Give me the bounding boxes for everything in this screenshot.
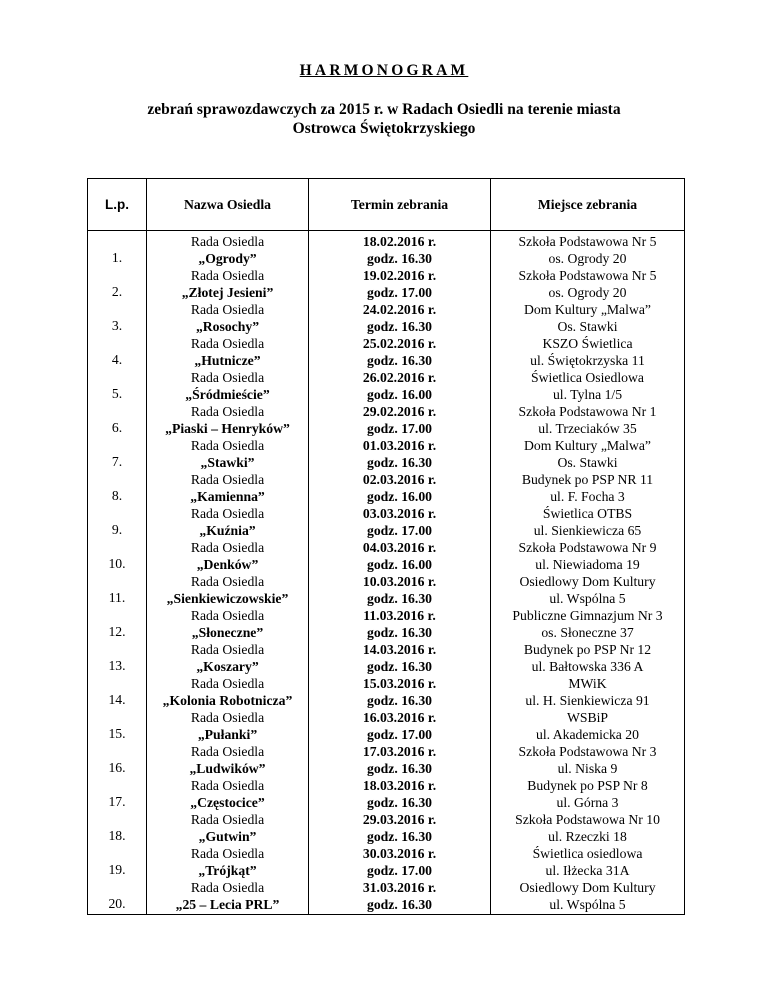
meeting-date-cell <box>309 472 491 506</box>
row-number: 7. <box>111 453 123 469</box>
meeting-date: 29.02.2016 r. <box>362 404 437 419</box>
table-row <box>88 231 685 269</box>
table-row <box>88 676 685 710</box>
meeting-place-cell <box>491 642 685 676</box>
row-number-cell <box>88 302 147 336</box>
estate-name: „Koszary” <box>196 658 259 674</box>
meeting-time: godz. 16.30 <box>366 590 432 606</box>
meeting-date-cell <box>309 268 491 302</box>
meeting-date: 18.02.2016 r. <box>362 234 437 249</box>
meeting-venue: Szkoła Podstawowa Nr 5 <box>518 268 657 283</box>
meeting-date: 15.03.2016 r. <box>362 676 437 691</box>
meeting-venue: Budynek po PSP NR 11 <box>521 472 654 487</box>
row-number: 15. <box>108 725 126 741</box>
table-row <box>88 336 685 370</box>
estate-name: „Śródmieście” <box>185 386 270 402</box>
row-number-cell <box>88 676 147 710</box>
meeting-place-cell <box>491 540 685 574</box>
estate-name-cell <box>147 744 309 778</box>
meeting-place-cell <box>491 404 685 438</box>
estate-name: „Kamienna” <box>190 488 265 504</box>
estate-name-cell <box>147 336 309 370</box>
meeting-address: ul. Niska 9 <box>557 760 618 776</box>
council-label: Rada Osiedla <box>190 302 265 317</box>
estate-name-cell <box>147 231 309 269</box>
meeting-venue: Szkoła Podstawowa Nr 5 <box>518 234 657 249</box>
row-number: 8. <box>111 487 123 503</box>
estate-name: „Złotej Jesieni” <box>181 284 274 300</box>
meeting-address: ul. Trzeciaków 35 <box>538 420 637 436</box>
meeting-venue: Szkoła Podstawowa Nr 1 <box>518 404 657 419</box>
row-number-cell <box>88 778 147 812</box>
meeting-date: 01.03.2016 r. <box>362 438 437 453</box>
row-number-cell <box>88 880 147 915</box>
estate-name-cell <box>147 574 309 608</box>
meeting-date-cell <box>309 540 491 574</box>
meeting-date-cell <box>309 710 491 744</box>
meeting-address: ul. Tylna 1/5 <box>552 386 623 402</box>
estate-name: „Słoneczne” <box>191 624 264 640</box>
table-row <box>88 846 685 880</box>
meeting-place-cell <box>491 812 685 846</box>
table-row <box>88 404 685 438</box>
meeting-venue: Publiczne Gimnazjum Nr 3 <box>512 608 663 623</box>
meeting-address: ul. Iłżecka 31A <box>545 862 630 878</box>
meeting-date-cell <box>309 231 491 269</box>
estate-name-cell <box>147 370 309 404</box>
meeting-place-cell <box>491 370 685 404</box>
row-number-cell <box>88 370 147 404</box>
row-number: 12. <box>108 623 126 639</box>
meeting-place-cell <box>491 574 685 608</box>
meeting-time: godz. 16.30 <box>366 794 432 810</box>
estate-name-cell <box>147 472 309 506</box>
row-number-cell <box>88 506 147 540</box>
estate-name-cell <box>147 676 309 710</box>
row-number-cell <box>88 231 147 269</box>
meeting-time: godz. 16.30 <box>366 896 432 912</box>
estate-name-cell <box>147 608 309 642</box>
meeting-date: 04.03.2016 r. <box>362 540 437 555</box>
meeting-address: os. Ogrody 20 <box>548 250 627 266</box>
meeting-venue: Dom Kultury „Malwa” <box>524 438 651 453</box>
council-label: Rada Osiedla <box>190 540 265 555</box>
council-label: Rada Osiedla <box>190 676 265 691</box>
row-number-cell <box>88 438 147 472</box>
estate-name-cell <box>147 302 309 336</box>
meeting-time: godz. 16.30 <box>366 318 432 334</box>
estate-name: „Pułanki” <box>197 726 258 742</box>
council-label: Rada Osiedla <box>190 506 265 521</box>
row-number-cell <box>88 812 147 846</box>
council-label: Rada Osiedla <box>190 880 265 895</box>
meeting-date: 30.03.2016 r. <box>362 846 437 861</box>
meeting-time: godz. 17.00 <box>366 726 432 742</box>
document-subtitle <box>0 100 768 138</box>
estate-name: „Sienkiewiczowskie” <box>166 590 289 606</box>
estate-name-cell <box>147 710 309 744</box>
estate-name: „Trójkąt” <box>198 862 257 878</box>
schedule-rows <box>88 231 685 915</box>
meeting-date-cell <box>309 642 491 676</box>
meeting-address: os. Słoneczne 37 <box>541 624 634 640</box>
meeting-venue: Szkoła Podstawowa Nr 10 <box>515 812 660 827</box>
meeting-venue: MWiK <box>568 676 607 691</box>
estate-name-cell <box>147 268 309 302</box>
table-row <box>88 506 685 540</box>
table-row <box>88 778 685 812</box>
estate-name: „Gutwin” <box>198 828 257 844</box>
council-label: Rada Osiedla <box>190 710 265 725</box>
meeting-address: os. Ogrody 20 <box>548 284 627 300</box>
table-row <box>88 812 685 846</box>
row-number-cell <box>88 540 147 574</box>
meeting-venue: WSBiP <box>566 710 609 725</box>
meeting-date: 25.02.2016 r. <box>362 336 437 351</box>
meeting-time: godz. 16.30 <box>366 692 432 708</box>
meeting-address: ul. Bałtowska 336 A <box>531 658 644 674</box>
meeting-place-cell <box>491 472 685 506</box>
header-lp: L.p. <box>88 179 147 231</box>
row-number: 14. <box>108 691 126 707</box>
meeting-place-cell <box>491 231 685 269</box>
meeting-address: ul. Akademicka 20 <box>535 726 639 742</box>
meeting-address: ul. Rzeczki 18 <box>548 828 627 844</box>
meeting-date: 11.03.2016 r. <box>363 608 436 623</box>
estate-name-cell <box>147 846 309 880</box>
council-label: Rada Osiedla <box>190 778 265 793</box>
estate-name: „Denków” <box>196 556 259 572</box>
table-row <box>88 574 685 608</box>
row-number-cell <box>88 404 147 438</box>
estate-name-cell <box>147 880 309 915</box>
meeting-time: godz. 16.30 <box>366 250 432 266</box>
council-label: Rada Osiedla <box>190 472 265 487</box>
table-row <box>88 302 685 336</box>
meeting-time: godz. 17.00 <box>366 862 432 878</box>
meeting-address: Os. Stawki <box>557 318 618 334</box>
meeting-venue: Świetlica Osiedlowa <box>531 370 644 385</box>
meeting-place-cell <box>491 268 685 302</box>
row-number: 10. <box>108 555 126 571</box>
estate-name: „25 – Lecia PRL” <box>175 896 280 912</box>
estate-name-cell <box>147 778 309 812</box>
meeting-address: ul. Sienkiewicza 65 <box>533 522 642 538</box>
row-number: 3. <box>111 317 123 333</box>
meeting-venue: Świetlica osiedlowa <box>532 846 643 861</box>
estate-name: „Stawki” <box>200 454 255 470</box>
meeting-time: godz. 16.00 <box>366 556 432 572</box>
meeting-date-cell <box>309 744 491 778</box>
meeting-time: godz. 17.00 <box>366 420 432 436</box>
estate-name-cell <box>147 438 309 472</box>
meeting-time: godz. 16.30 <box>366 828 432 844</box>
meeting-venue: Budynek po PSP Nr 8 <box>527 778 648 793</box>
meeting-time: godz. 16.30 <box>366 454 432 470</box>
row-number-cell <box>88 472 147 506</box>
estate-name-cell <box>147 506 309 540</box>
estate-name-cell <box>147 642 309 676</box>
council-label: Rada Osiedla <box>190 574 265 589</box>
meeting-date: 16.03.2016 r. <box>362 710 437 725</box>
meeting-address: ul. H. Sienkiewicza 91 <box>525 692 650 708</box>
row-number: 4. <box>111 351 123 367</box>
row-number-cell <box>88 642 147 676</box>
meeting-address: ul. Niewiadoma 19 <box>535 556 640 572</box>
estate-name: „Kolonia Robotnicza” <box>162 692 293 708</box>
row-number: 20. <box>108 895 126 911</box>
estate-name: „Piaski – Henryków” <box>165 420 290 436</box>
meeting-address: Os. Stawki <box>557 454 618 470</box>
meeting-venue: Osiedlowy Dom Kultury <box>519 880 656 895</box>
council-label: Rada Osiedla <box>190 608 265 623</box>
row-number: 6. <box>111 419 123 435</box>
table-row <box>88 540 685 574</box>
row-number: 13. <box>108 657 126 673</box>
table-row <box>88 268 685 302</box>
meeting-time: godz. 16.30 <box>366 760 432 776</box>
meeting-date-cell <box>309 880 491 915</box>
estate-name-cell <box>147 404 309 438</box>
meeting-date: 02.03.2016 r. <box>362 472 437 487</box>
estate-name-cell <box>147 812 309 846</box>
meeting-venue: Osiedlowy Dom Kultury <box>519 574 656 589</box>
meeting-venue: Świetlica OTBS <box>542 506 633 521</box>
row-number-cell <box>88 744 147 778</box>
row-number: 9. <box>111 521 123 537</box>
meeting-address: ul. F. Focha 3 <box>550 488 625 504</box>
header-name: Nazwa Osiedla <box>147 179 309 231</box>
document-title: HARMONOGRAM <box>299 62 469 79</box>
subtitle-line-1: zebrań sprawozdawczych za 2015 r. w Radach Osiedli na terenie miasta <box>147 101 621 118</box>
meeting-time: godz. 16.30 <box>366 352 432 368</box>
meeting-place-cell <box>491 778 685 812</box>
meeting-date: 19.02.2016 r. <box>362 268 437 283</box>
meeting-date: 24.02.2016 r. <box>362 302 437 317</box>
meeting-date-cell <box>309 846 491 880</box>
meeting-date: 14.03.2016 r. <box>362 642 437 657</box>
meeting-place-cell <box>491 880 685 915</box>
council-label: Rada Osiedla <box>190 744 265 759</box>
meeting-place-cell <box>491 336 685 370</box>
subtitle-line-2: Ostrowca Świętokrzyskiego <box>292 120 476 137</box>
council-label: Rada Osiedla <box>190 846 265 861</box>
row-number: 16. <box>108 759 126 775</box>
table-row <box>88 608 685 642</box>
meeting-date-cell <box>309 438 491 472</box>
meeting-date: 10.03.2016 r. <box>362 574 437 589</box>
council-label: Rada Osiedla <box>190 336 265 351</box>
row-number: 5. <box>111 385 123 401</box>
meeting-venue: Szkoła Podstawowa Nr 9 <box>518 540 657 555</box>
meeting-place-cell <box>491 506 685 540</box>
row-number-cell <box>88 574 147 608</box>
council-label: Rada Osiedla <box>190 812 265 827</box>
meeting-time: godz. 16.30 <box>366 624 432 640</box>
row-number: 11. <box>108 589 126 605</box>
schedule-table <box>87 178 685 915</box>
estate-name: „Kuźnia” <box>199 522 256 538</box>
meeting-time: godz. 16.30 <box>366 658 432 674</box>
meeting-address: ul. Świętokrzyska 11 <box>530 352 645 368</box>
row-number: 19. <box>108 861 126 877</box>
meeting-date-cell <box>309 608 491 642</box>
estate-name: „Hutnicze” <box>194 352 261 368</box>
row-number: 2. <box>111 283 123 299</box>
meeting-date-cell <box>309 336 491 370</box>
estate-name: „Rosochy” <box>195 318 260 334</box>
table-row <box>88 710 685 744</box>
meeting-date-cell <box>309 370 491 404</box>
meeting-place-cell <box>491 676 685 710</box>
table-row <box>88 438 685 472</box>
meeting-place-cell <box>491 608 685 642</box>
row-number-cell <box>88 268 147 302</box>
meeting-date-cell <box>309 574 491 608</box>
meeting-date-cell <box>309 506 491 540</box>
council-label: Rada Osiedla <box>190 404 265 419</box>
council-label: Rada Osiedla <box>190 234 265 249</box>
meeting-date-cell <box>309 812 491 846</box>
meeting-date: 17.03.2016 r. <box>362 744 437 759</box>
table-row <box>88 744 685 778</box>
table-row <box>88 472 685 506</box>
meeting-time: godz. 16.00 <box>366 386 432 402</box>
row-number-cell <box>88 608 147 642</box>
council-label: Rada Osiedla <box>190 268 265 283</box>
meeting-place-cell <box>491 710 685 744</box>
meeting-venue: Szkoła Podstawowa Nr 3 <box>518 744 657 759</box>
meeting-address: ul. Wspólna 5 <box>549 896 626 912</box>
meeting-date: 03.03.2016 r. <box>362 506 437 521</box>
meeting-place-cell <box>491 744 685 778</box>
table-row <box>88 370 685 404</box>
row-number-cell <box>88 846 147 880</box>
meeting-place-cell <box>491 302 685 336</box>
meeting-time: godz. 17.00 <box>366 522 432 538</box>
estate-name: „Ogrody” <box>198 250 257 266</box>
row-number-cell <box>88 710 147 744</box>
meeting-venue: Dom Kultury „Malwa” <box>524 302 651 317</box>
estate-name: „Częstocice” <box>190 794 265 810</box>
header-place: Miejsce zebrania <box>491 179 685 231</box>
meeting-time: godz. 17.00 <box>366 284 432 300</box>
meeting-address: ul. Wspólna 5 <box>549 590 626 606</box>
meeting-venue: Budynek po PSP Nr 12 <box>523 642 652 657</box>
meeting-date-cell <box>309 676 491 710</box>
row-number: 1. <box>111 249 123 265</box>
council-label: Rada Osiedla <box>190 370 265 385</box>
meeting-place-cell <box>491 846 685 880</box>
meeting-date: 18.03.2016 r. <box>362 778 437 793</box>
meeting-time: godz. 16.00 <box>366 488 432 504</box>
meeting-date-cell <box>309 778 491 812</box>
estate-name-cell <box>147 540 309 574</box>
meeting-address: ul. Górna 3 <box>556 794 619 810</box>
meeting-venue: KSZO Świetlica <box>542 336 633 351</box>
row-number: 17. <box>108 793 126 809</box>
council-label: Rada Osiedla <box>190 642 265 657</box>
table-row <box>88 642 685 676</box>
council-label: Rada Osiedla <box>190 438 265 453</box>
meeting-date: 26.02.2016 r. <box>362 370 437 385</box>
row-number-cell <box>88 336 147 370</box>
header-date: Termin zebrania <box>309 179 491 231</box>
row-number: 18. <box>108 827 126 843</box>
meeting-date-cell <box>309 302 491 336</box>
header-row <box>88 179 685 231</box>
meeting-date: 29.03.2016 r. <box>362 812 437 827</box>
meeting-date: 31.03.2016 r. <box>362 880 437 895</box>
meeting-date-cell <box>309 404 491 438</box>
table-row <box>88 880 685 915</box>
estate-name: „Ludwików” <box>189 760 266 776</box>
meeting-place-cell <box>491 438 685 472</box>
